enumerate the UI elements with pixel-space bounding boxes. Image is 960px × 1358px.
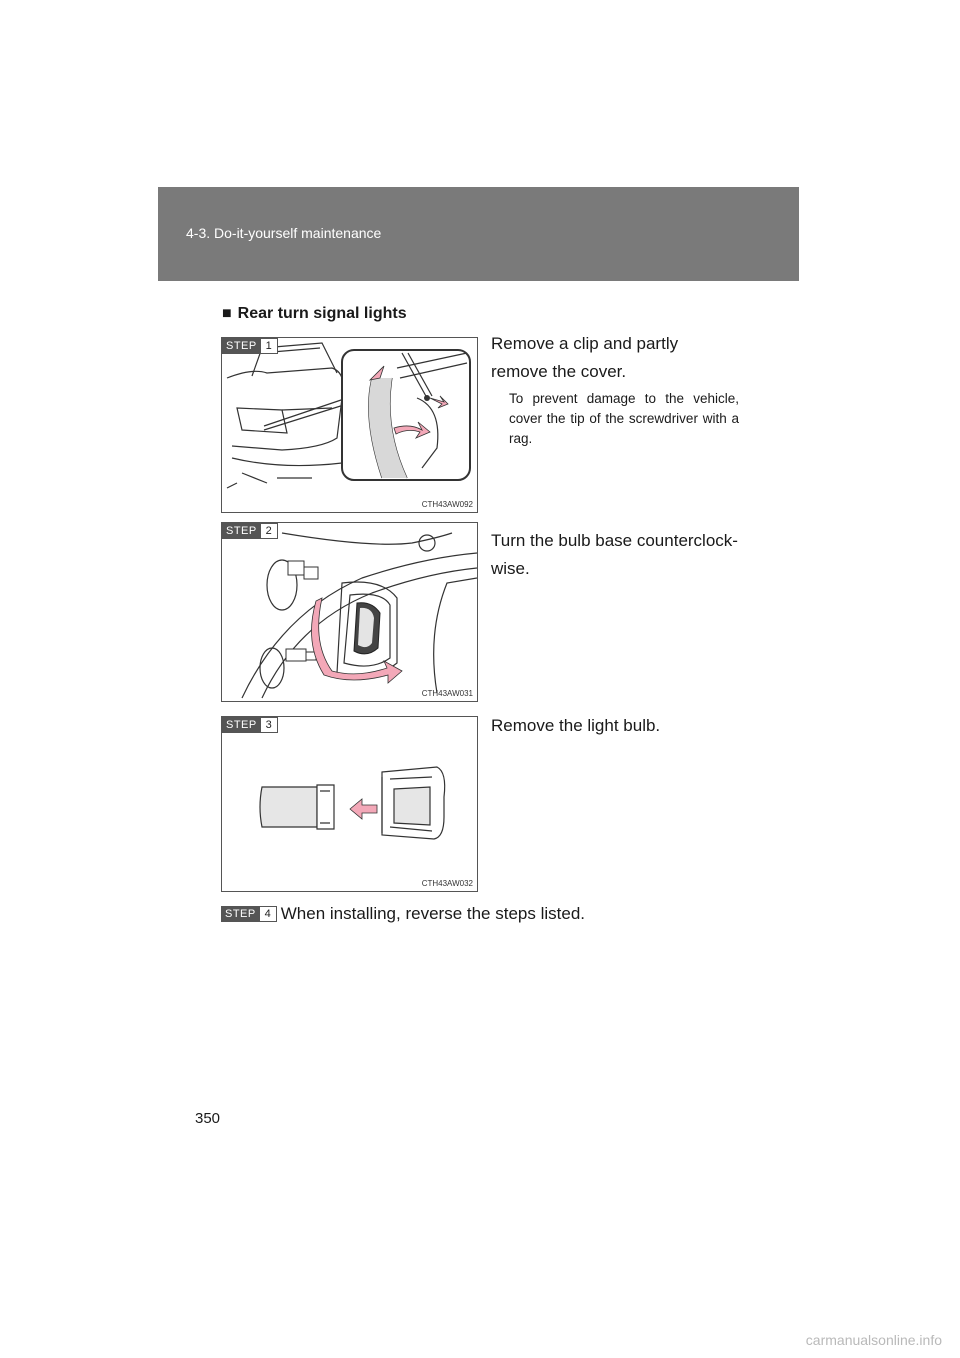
figure-step-2 — [221, 522, 478, 702]
figure-step-1 — [221, 337, 478, 513]
figure-step-3 — [221, 716, 478, 892]
step-4-text: When installing, reverse the steps listed. — [280, 904, 585, 923]
bulb-base-illustration — [222, 523, 477, 701]
step-4-badge — [221, 906, 277, 922]
watermark: carmanualsonline.info — [805, 1332, 942, 1348]
step-3-text: Remove the light bulb. — [491, 716, 661, 735]
square-bullet-icon: ■ — [222, 305, 232, 322]
section-title: 4-3. Do-it-yourself maintenance — [186, 225, 382, 241]
figure-code: CTH43AW092 — [421, 500, 473, 509]
step-label: STEP — [221, 906, 260, 922]
step-label: STEP — [222, 338, 261, 354]
step-number: 1 — [261, 338, 278, 354]
step-1-text: Remove a clip and partly remove the cover. — [491, 334, 679, 381]
figure-code: CTH43AW032 — [421, 879, 473, 888]
step-label: STEP — [222, 717, 261, 733]
section-header-band — [158, 187, 799, 281]
figure-code: CTH43AW031 — [421, 689, 473, 698]
step-number: 3 — [261, 717, 278, 733]
light-bulb-illustration — [222, 717, 477, 891]
step-2-text: Turn the bulb base counterclock-wise. — [491, 531, 738, 578]
step-1-badge — [222, 338, 278, 354]
step-1-note: To prevent damage to the vehicle, cover the tip of the screwdriver with a rag. — [509, 391, 739, 446]
step-number: 4 — [260, 906, 277, 922]
step-label: STEP — [222, 523, 261, 539]
subheading-text: Rear turn signal lights — [237, 305, 407, 322]
step-2-badge — [222, 523, 278, 539]
subheading — [222, 305, 407, 323]
step-3-badge — [222, 717, 278, 733]
step-4 — [221, 904, 585, 924]
step-number: 2 — [261, 523, 278, 539]
page-number: 350 — [195, 1110, 221, 1127]
rear-trunk-illustration — [222, 338, 477, 512]
